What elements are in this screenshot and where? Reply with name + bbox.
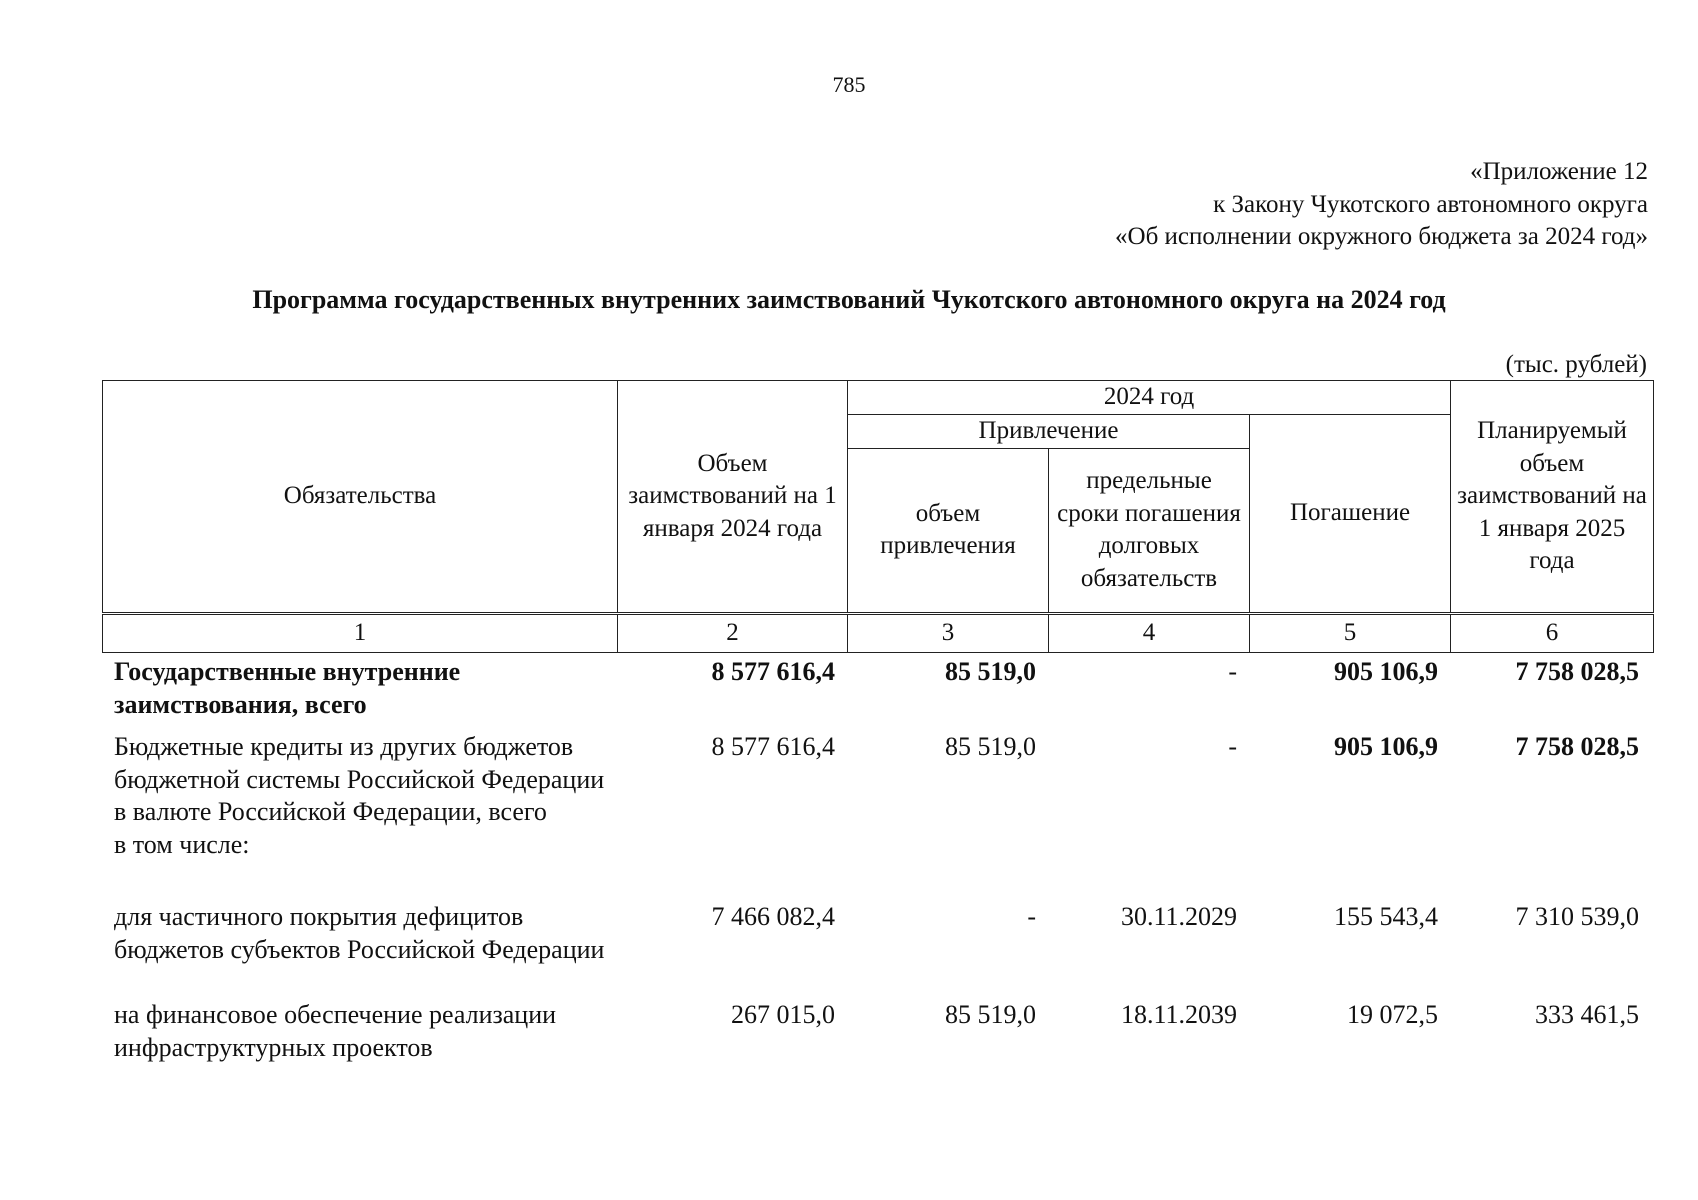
row-repayment: 19 072,5: [1347, 1000, 1438, 1029]
row-attraction-volume: -: [1027, 902, 1036, 931]
row-name: на финансовое обеспечение реализации инфраструктурных проектов: [114, 1000, 557, 1062]
row-attraction-volume: 85 519,0: [945, 657, 1036, 686]
table-row-infrastructure: [102, 999, 1653, 1069]
row-volume-start: 7 466 082,4: [711, 902, 835, 931]
column-numbers-row: [102, 614, 1654, 653]
annex-block: [1115, 156, 1648, 254]
column-number: 4: [1049, 615, 1250, 653]
row-repayment: 905 106,9: [1334, 732, 1438, 761]
row-attraction-volume: 85 519,0: [945, 1000, 1036, 1029]
annex-line-3: «Об исполнении окружного бюджета за 2024 год»: [1115, 223, 1648, 250]
table-row-deficit-coverage: [102, 901, 1653, 999]
row-deadline: 18.11.2039: [1120, 1000, 1237, 1029]
row-deadline: -: [1228, 657, 1237, 686]
header-attraction: Привлечение: [848, 414, 1250, 448]
row-deadline: 30.11.2029: [1120, 902, 1237, 931]
header-obligations: Обязательства: [103, 381, 618, 613]
header-volume-start: Объем заимствований на 1 января 2024 года: [618, 381, 848, 613]
annex-line-1: «Приложение 12: [1470, 158, 1648, 185]
table-header: [102, 380, 1654, 613]
header-year: 2024 год: [848, 381, 1451, 415]
header-attraction-volume: объем привлечения: [848, 448, 1049, 612]
row-deadline: -: [1228, 732, 1237, 761]
column-number: 5: [1250, 615, 1451, 653]
table-row-budget-credits: [102, 731, 1653, 901]
row-name: для частичного покрытия дефицитов бюджетов субъектов Российской Федерации: [114, 902, 605, 964]
column-number: 2: [618, 615, 848, 653]
row-planned-volume: 333 461,5: [1535, 1000, 1639, 1029]
row-repayment: 155 543,4: [1334, 902, 1438, 931]
annex-line-2: к Закону Чукотского автономного округа: [1213, 190, 1648, 218]
row-planned-volume: 7 758 028,5: [1515, 732, 1639, 761]
row-name: Государственные внутренние заимствования, всего: [114, 657, 461, 719]
row-attraction-volume: 85 519,0: [945, 732, 1036, 761]
column-number: 6: [1451, 615, 1654, 653]
document-title: Программа государственных внутренних заимствований Чукотского автономного округа на 2024 год: [252, 285, 1446, 314]
page-number: 785: [832, 72, 866, 97]
table-row-total: [102, 656, 1653, 731]
column-number: 1: [103, 615, 618, 653]
row-repayment: 905 106,9: [1334, 657, 1438, 686]
row-planned-volume: 7 758 028,5: [1515, 657, 1639, 686]
header-repayment: Погашение: [1250, 414, 1451, 612]
row-planned-volume: 7 310 539,0: [1515, 902, 1639, 931]
row-volume-start: 8 577 616,4: [711, 657, 835, 686]
column-number: 3: [848, 615, 1049, 653]
row-volume-start: 8 577 616,4: [711, 732, 835, 761]
table-body: [102, 656, 1653, 1069]
row-name: Бюджетные кредиты из других бюджетов бюджетной системы Российской Федерации в валюте Российской Федерации, всего в том числе:: [114, 732, 605, 859]
header-deadlines: предельные сроки погашения долговых обязательств: [1049, 448, 1250, 612]
header-planned-volume: Планируемый объем заимствований на 1 января 2025 года: [1451, 381, 1654, 613]
units-label: (тыс. рублей): [1505, 351, 1647, 378]
row-volume-start: 267 015,0: [731, 1000, 835, 1029]
